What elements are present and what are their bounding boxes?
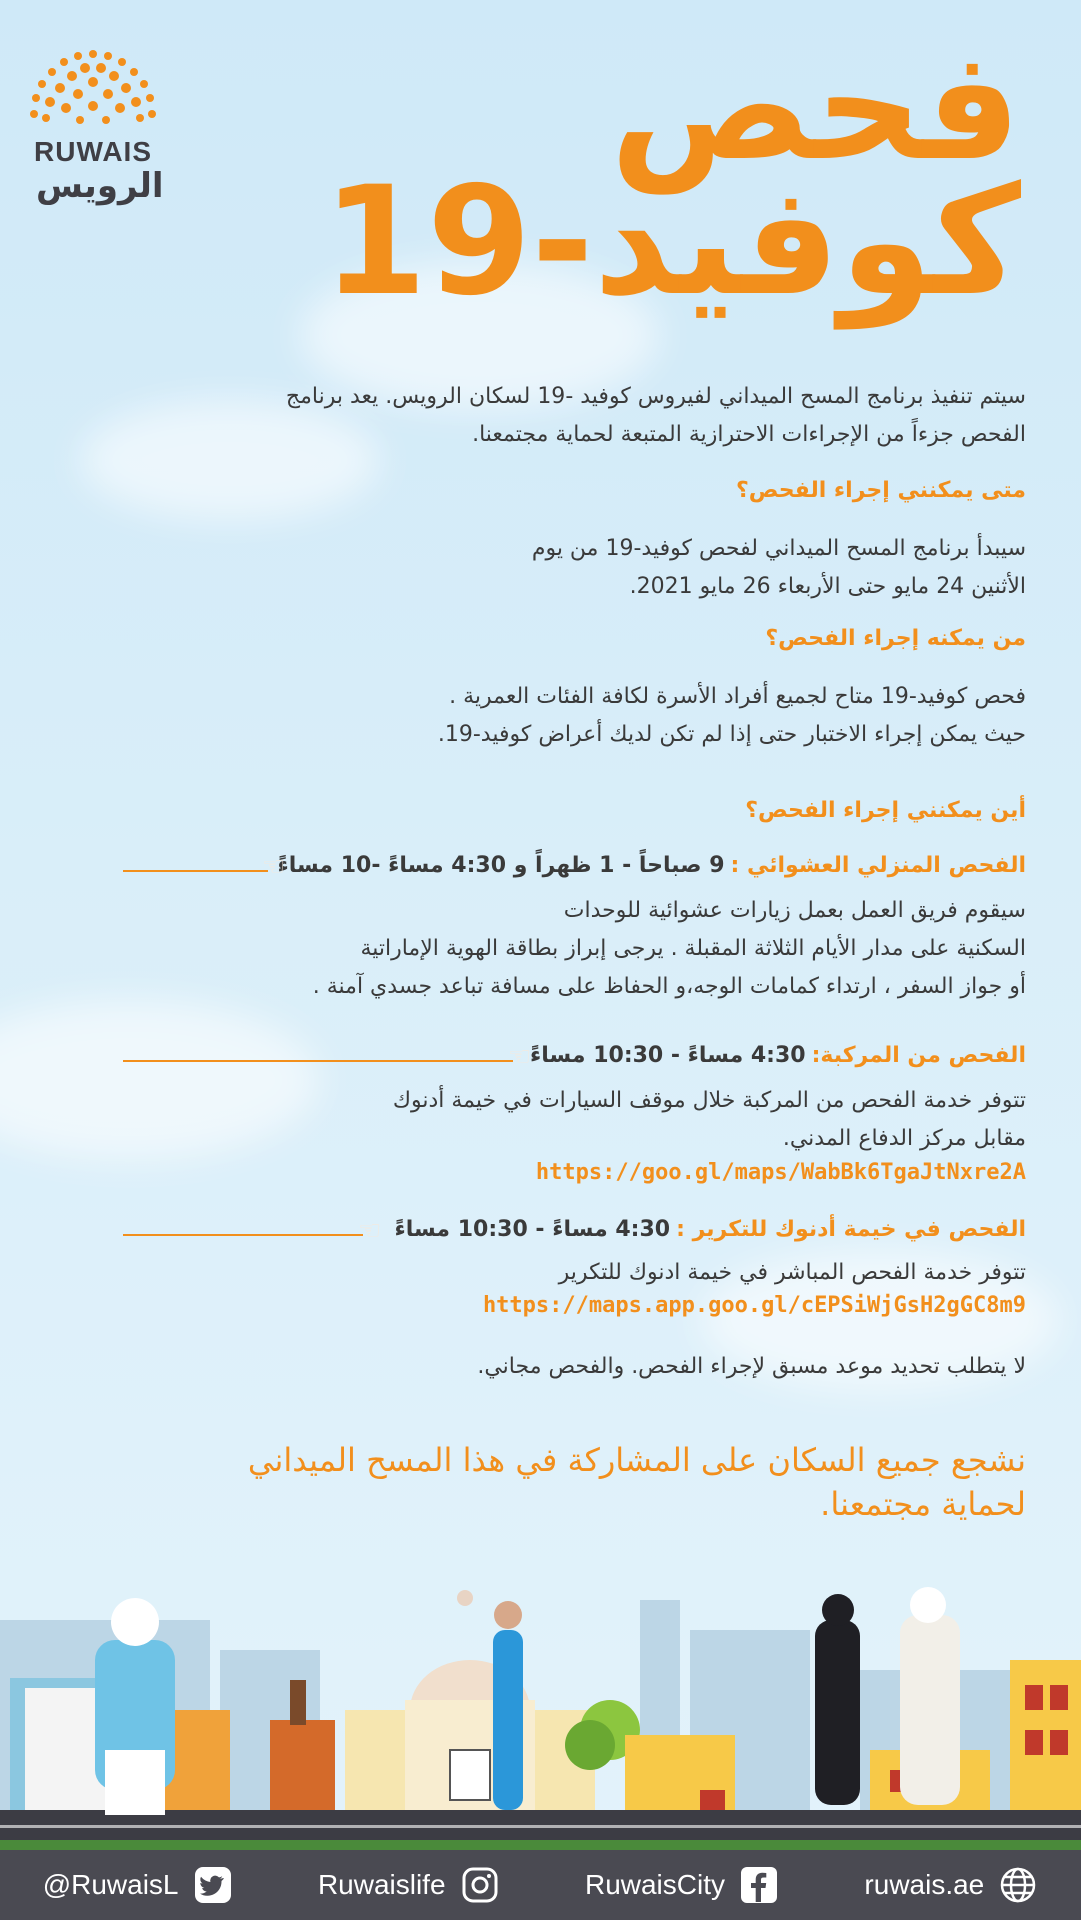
- social-footer: [0, 1850, 1081, 1920]
- footer-facebook-label: RuwaisCity: [584, 1869, 725, 1900]
- footer-website-label: ruwais.ae: [864, 1869, 985, 1900]
- tent-testing-label: الفحص في خيمة أدنوك للتكرير :: [676, 1217, 1026, 1242]
- globe-icon: [998, 1865, 1038, 1905]
- intro-paragraph: [126, 378, 1026, 454]
- footer-instagram-label: Ruwaislife: [317, 1869, 446, 1900]
- man-kandura-figure: [900, 1587, 960, 1805]
- when-answer: [126, 530, 1026, 606]
- when-line-1: سيبدأ برنامج المسح الميداني لفحص كوفيد-19 من يوم: [531, 536, 1026, 561]
- tent-testing-time: 4:30 مساءً - 10:30 مساءً: [394, 1217, 671, 1242]
- woman-abaya-figure: [815, 1594, 860, 1805]
- drive-line-2: مقابل مركز الدفاع المدني.: [782, 1126, 1026, 1151]
- closing-line-2: لحماية مجتمعنا.: [820, 1485, 1026, 1523]
- drive-testing-time: 4:30 مساءً - 10:30 مساءً: [530, 1043, 806, 1068]
- tent-testing-header: [395, 1217, 1026, 1242]
- twitter-icon: [193, 1865, 233, 1905]
- brand-name-ar: الرويس: [36, 166, 164, 206]
- title-line-1: فحص: [610, 20, 1021, 194]
- tent-map-link[interactable]: https://maps.app.goo.gl/cEPSiWjGsH2gGC8m9: [482, 1293, 1026, 1318]
- who-line-1: فحص كوفيد-19 متاح لجميع أفراد الأسرة لكافة الفئات العمرية .: [449, 684, 1026, 709]
- closing-line-1: نشجع جميع السكان على المشاركة في هذا المسح الميداني: [247, 1441, 1026, 1479]
- woman-blue-dress-figure: [493, 1601, 523, 1810]
- drive-line-1: تتوفر خدمة الفحص من المركبة خلال موقف السيارات في خيمة أدنوك: [392, 1088, 1026, 1113]
- intro-line-1: سيتم تنفيذ برنامج المسح الميداني لفيروس كوفيد -19 لسكان الرويس. يعد برنامج: [285, 384, 1026, 409]
- when-question: متى يمكنني إجراء الفحص؟: [736, 478, 1026, 503]
- footer-twitter[interactable]: [43, 1865, 233, 1905]
- when-line-2: الأثنين 24 مايو حتى الأربعاء 26 مايو 2021.: [629, 574, 1026, 599]
- divider-line: [123, 1060, 513, 1062]
- home-line-1: سيقوم فريق العمل بعمل زيارات عشوائية للوحدات: [563, 898, 1026, 923]
- tent-testing-description: [126, 1254, 1026, 1292]
- page-title: [321, 20, 1021, 329]
- divider-line: [123, 870, 268, 872]
- home-testing-time: 9 صباحاً - 1 ظهراً و 4:30 مساءً -10 مساءً: [277, 853, 725, 878]
- home-line-2: السكنية على مدار الأيام الثلاثة المقبلة . يرجى إبراز بطاقة الهوية الإماراتية: [360, 936, 1026, 961]
- free-testing-note: لا يتطلب تحديد موعد مسبق لإجراء الفحص. والفحص مجاني.: [477, 1354, 1026, 1379]
- pointing-hand-icon: ☜: [262, 852, 286, 882]
- pointing-hand-icon: ☜: [358, 1216, 382, 1246]
- footer-facebook[interactable]: [585, 1865, 779, 1905]
- tent-line-1: تتوفر خدمة الفحص المباشر في خيمة ادنوك للتكرير: [558, 1260, 1026, 1285]
- drive-testing-description: [126, 1082, 1026, 1158]
- sunburst-dots-icon: [28, 48, 158, 130]
- instagram-icon: [460, 1865, 500, 1905]
- home-line-3: أو جواز السفر ، ارتداء كمامات الوجه،و الحفاظ على مسافة تباعد جسدي آمنة .: [312, 974, 1026, 999]
- brand-name-en: RUWAIS: [34, 136, 152, 167]
- home-testing-description: [126, 892, 1026, 1006]
- drive-map-link[interactable]: https://goo.gl/maps/WabBk6TgaJtNxre2A: [535, 1160, 1026, 1185]
- who-answer: [126, 678, 1026, 754]
- divider-line: [123, 1234, 363, 1236]
- footer-website[interactable]: [864, 1865, 1038, 1905]
- footer-instagram[interactable]: [318, 1865, 500, 1905]
- pointing-hand-icon: ☜: [508, 1042, 532, 1072]
- facebook-icon: [739, 1865, 779, 1905]
- drive-testing-header: [530, 1043, 1026, 1068]
- city-illustration: [0, 1560, 1081, 1850]
- closing-message: [126, 1438, 1026, 1526]
- title-line-2: كوفيد-19: [322, 155, 1021, 329]
- who-line-2: حيث يمكن إجراء الاختبار حتى إذا لم تكن لديك أعراض كوفيد-19.: [437, 722, 1026, 747]
- home-testing-label: الفحص المنزلي العشوائي :: [730, 853, 1026, 878]
- where-question: أين يمكنني إجراء الفحص؟: [745, 798, 1026, 823]
- drive-testing-label: الفحص من المركبة:: [811, 1043, 1026, 1068]
- home-testing-header: [278, 853, 1026, 878]
- ruwais-logo: [28, 48, 168, 208]
- who-question: من يمكنه إجراء الفحص؟: [765, 626, 1026, 651]
- intro-line-2: الفحص جزءاً من الإجراءات الاحترازية المتبعة لحماية مجتمعنا.: [472, 422, 1026, 447]
- footer-twitter-label: @RuwaisL: [42, 1869, 179, 1900]
